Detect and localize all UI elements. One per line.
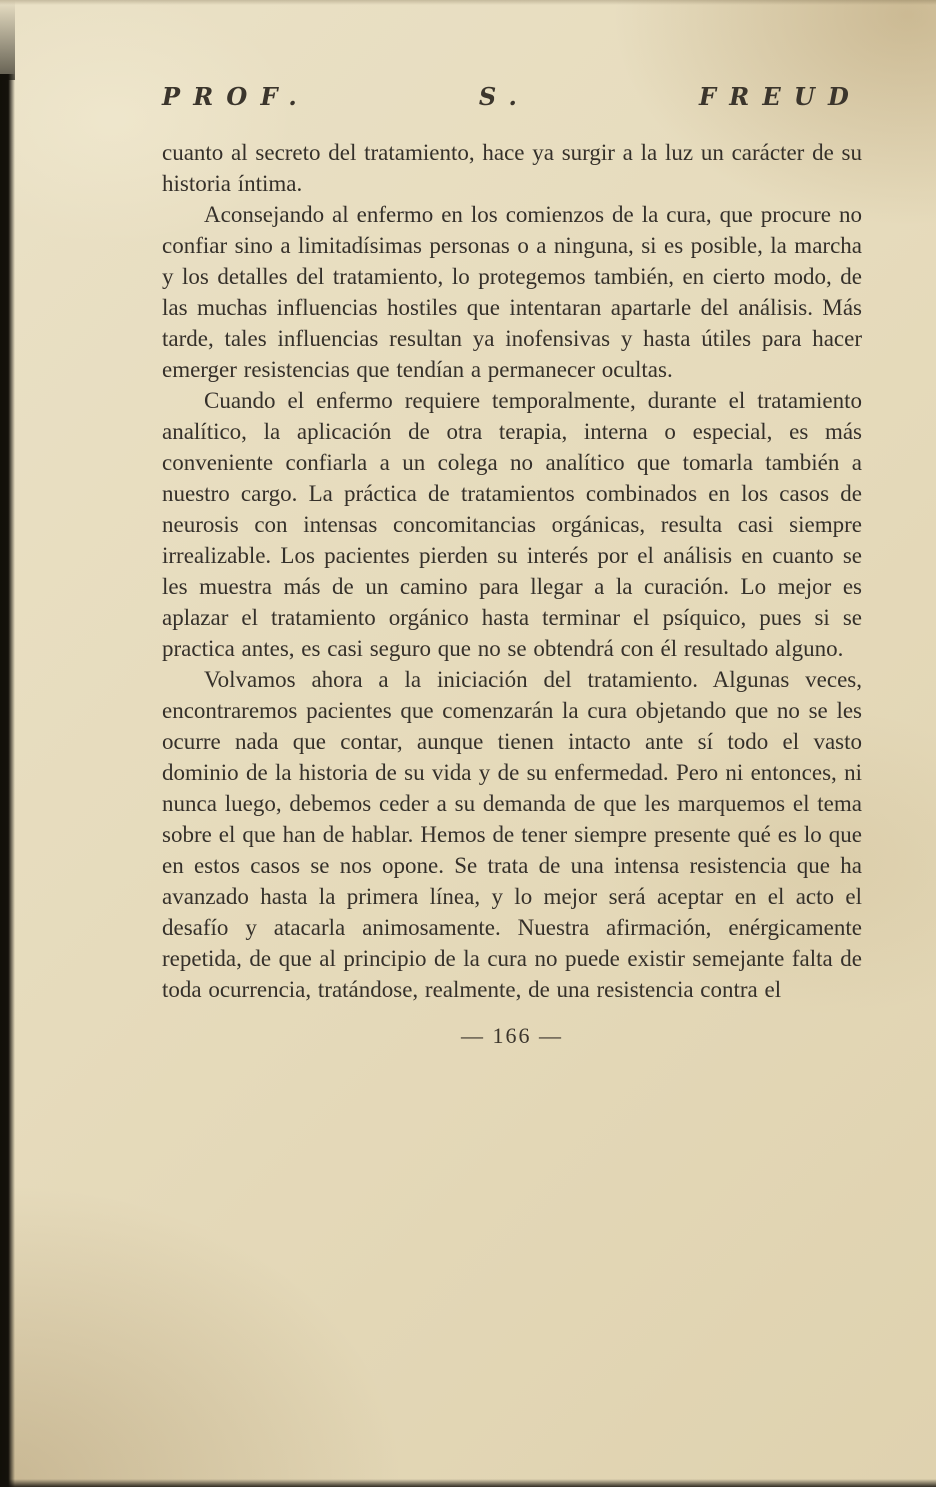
paragraph: Volvamos ahora a la iniciación del tratamiento. Algunas veces, encontraremos pacientes que comenzarán la cura objetando que no se les ocurre nada que contar, aunque tienen intacto ante sí todo el vasto dominio de la historia de su vida y de su enfermedad. Pero ni entonces, ni nunca luego, debemos ceder a su demanda de que les marquemos el tema sobre el que han de hablar. Hemos de tener siempre presente qué es lo que en estos casos se nos opone. Se trata de una intensa resistencia que ha avanzado hasta la primera línea, y lo mejor será aceptar en el acto el desafío y atacarla animosamente. Nuestra afirmación, enérgicamente repetida, de que al principio de la cura no puede existir semejante falta de toda ocurrencia, tratándose, realmente, de una resistencia contra el — [162, 667, 862, 1002]
page-text-block — [162, 82, 862, 1049]
header-author-prof: PROF. — [162, 82, 310, 111]
paragraph: Aconsejando al enfermo en los comienzos de la cura, que procure no confiar sino a limitadísimas personas o a ninguna, si es posible, la marcha y los detalles del tratamiento, lo protegemos también, en cierto modo, de las muchas influencias hostiles que intentaran apartarle del análisis. Más tarde, tales influencias resultan ya inofensivas y hasta útiles para hacer emerger resistencias que tendían a permanecer ocultas. — [162, 202, 862, 382]
scan-edge-bottom — [0, 1479, 936, 1487]
paragraph: Cuando el enfermo requiere temporalmente, durante el tratamiento analítico, la aplicación de otra terapia, interna o especial, es más conveniente confiarla a un colega no analítico que tomarla también a nuestro cargo. La práctica de tratamientos combinados en los casos de neurosis con intensas concomitancias orgánicas, resulta casi siempre irrealizable. Los pacientes pierden su interés por el análisis en cuanto se les muestra más de un camino para llegar a la curación. Lo mejor es aplazar el tratamiento orgánico hasta terminar el psíquico, pues si se practica antes, es casi seguro que no se obtendrá con él resultado alguno. — [162, 388, 862, 661]
header-author-surname: FREUD — [698, 82, 862, 111]
header-author-initial: S. — [478, 82, 531, 111]
running-header — [162, 82, 862, 111]
scan-edge-top — [0, 0, 936, 5]
paragraph: cuanto al secreto del tratamiento, hace ya surgir a la luz un carácter de su historia íntima. — [162, 140, 862, 196]
scan-edge-left — [0, 74, 15, 1487]
body-text — [162, 137, 862, 1005]
page-number: — 166 — — [461, 1023, 563, 1048]
scan-edge-left-fade — [0, 0, 15, 80]
